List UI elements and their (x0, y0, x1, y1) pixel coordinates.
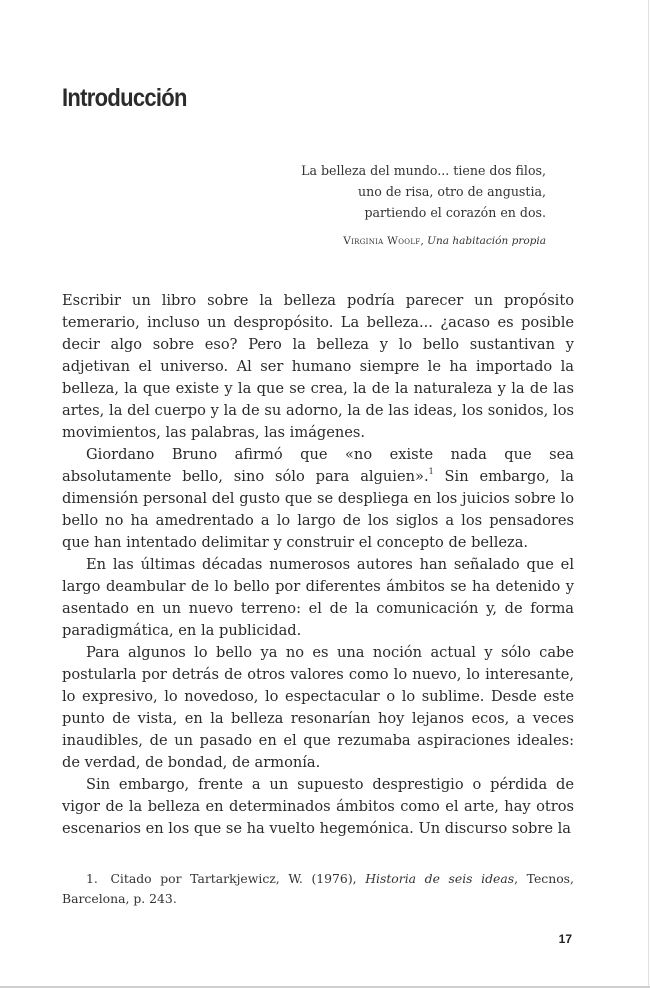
paragraph-1: Escribir un libro sobre la belleza podría parecer un propósito temerario, incluso un despropósito. La belleza... ¿acaso es posible decir algo sobre eso? Pero la belleza y lo bello sustantivan y adjetivan el universo. Al ser humano siempre le ha importado la belleza, la que existe y la que se crea, la de la naturaleza y la de las artes, la del cuerpo y la de su adorno, la de las ideas, los sonidos, los movimientos, las palabras, las imágenes. (62, 292, 574, 441)
footnote-text-after: , Tecnos, Barcelona, p. 243. (62, 871, 574, 906)
paragraph-2-quote: Giordano Bruno afirmó que «no existe nada que sea absolutamente bello, sino sólo para alguien». (62, 446, 574, 485)
epigraph-attribution: Virginia Woolf, Una habitación propia (343, 235, 546, 247)
footnote-number: 1. (86, 871, 98, 886)
footnote-text-before: Citado por Tartarkjewicz, W. (1976), (110, 871, 366, 886)
epigraph-author: Virginia Woolf (343, 235, 421, 247)
footnote-book-title: Historia de seis ideas (365, 871, 515, 886)
paragraph-3: En las últimas décadas numerosos autores han señalado que el largo deambular de lo bello por diferentes ámbitos se ha detenido y asentado en un nuevo terreno: el de la comunicación y, de forma paradigmática, en la publicidad. (62, 556, 574, 639)
paragraph-4: Para algunos lo bello ya no es una noción actual y sólo cabe postularla por detrás de otros valores como lo nuevo, lo interesante, lo expresivo, lo novedoso, lo espectacular o lo sublime. Desde este punto de vista, en la belleza resonarían hoy lejanos ecos, a veces inaudibles, de un pasado en el que rezumaba aspiraciones ideales: de verdad, de bondad, de armonía. (62, 644, 574, 771)
paragraph-5: Sin embargo, frente a un supuesto desprestigio o pérdida de vigor de la belleza en determinados ámbitos como el arte, hay otros escenarios en los que se ha vuelto hegemónica. Un discurso sobre la (62, 776, 574, 837)
epigraph-line-2: uno de risa, otro de angustia, (358, 184, 546, 199)
paragraph-2-rest: Sin embargo, la dimensión personal del gusto que se despliega en los juicios sobre lo bello no ha amedrentado a lo largo de los siglos a los pensadores que han intentado delimitar y construir el concepto de belleza. (62, 468, 574, 551)
page-number: 17 (558, 932, 572, 946)
epigraph-work: Una habitación propia (427, 235, 546, 247)
footnote-reference[interactable]: 1 (428, 467, 434, 476)
footnote (62, 869, 574, 909)
body-text (62, 290, 574, 840)
page-edge-right (648, 0, 649, 988)
epigraph-line-1: La belleza del mundo... tiene dos filos, (301, 163, 546, 178)
chapter-title: Introducción (62, 84, 187, 112)
epigraph-line-3: partiendo el corazón en dos. (364, 205, 546, 220)
paragraph-2 (62, 444, 574, 554)
epigraph (301, 160, 546, 252)
